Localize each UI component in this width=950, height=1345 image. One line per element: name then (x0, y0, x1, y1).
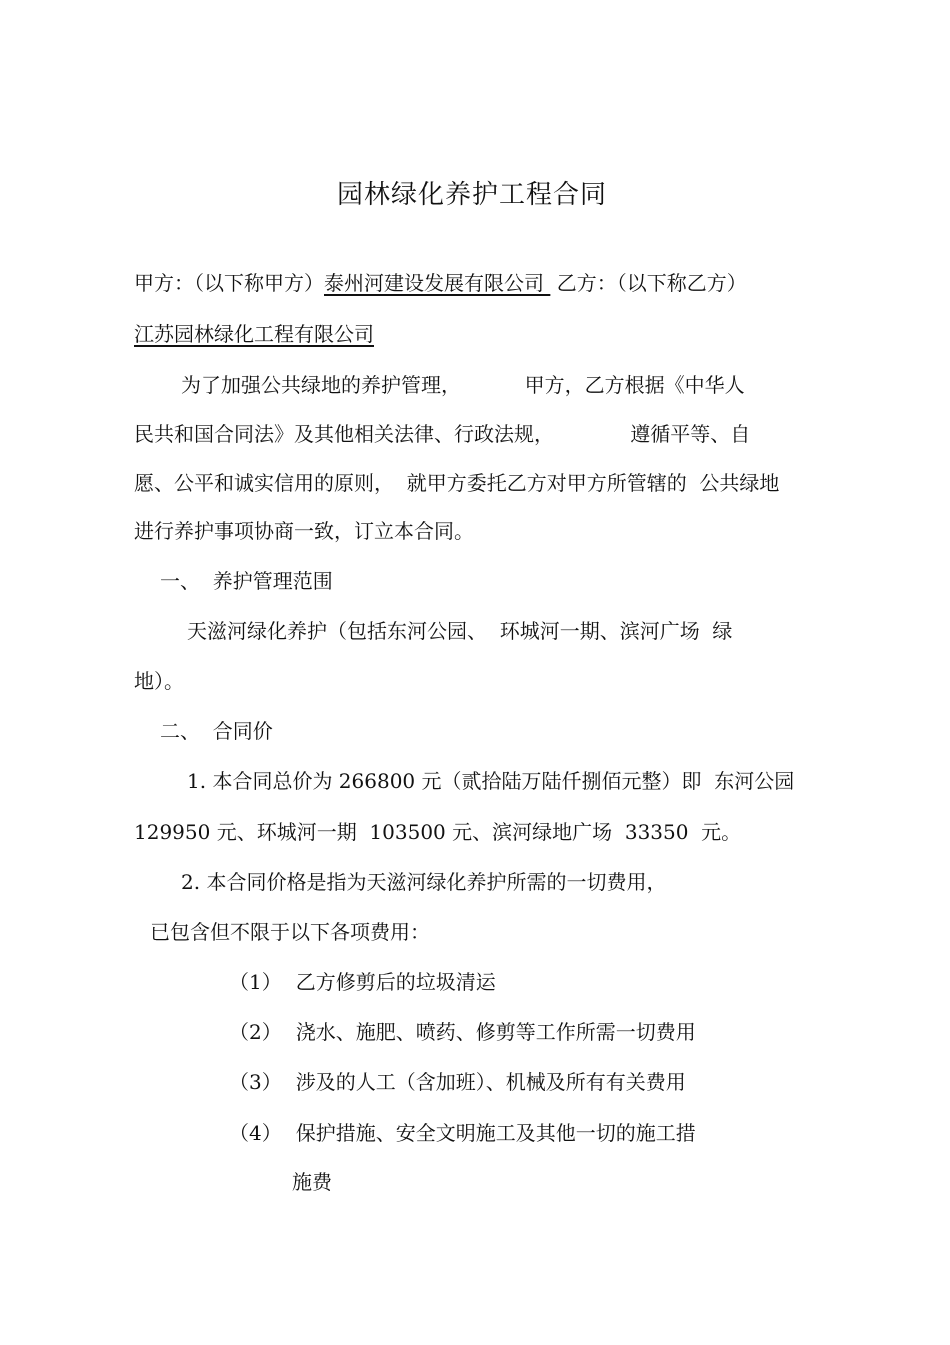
price-item-1: 1. 本合同总价为 266800 元（贰拾陆万陆仟捌佰元整）即 东河公园 (187, 769, 795, 793)
intro-line: 民共和国合同法》及其他相关法律、行政法规， 遵循平等、自 (134, 422, 751, 446)
price-item-1: 129950 元、环城河一期 103500 元、滨河绿地广场 33350 元。 (134, 820, 742, 844)
cost-item-number: （3） (229, 1070, 282, 1094)
intro-line: 愿、公平和诚实信用的原则， 就甲方委托乙方对甲方所管辖的 公共绿地 (134, 471, 780, 495)
party-b-label: 乙方：（以下称乙方） (550, 271, 747, 295)
party-b-name: 江苏园林绿化工程有限公司 (134, 322, 374, 346)
price-item-2: 已包含但不限于以下各项费用： (150, 920, 430, 944)
section-1-heading: 一、 养护管理范围 (160, 569, 333, 593)
section-1-body: 地）。 (134, 669, 184, 693)
cost-item (229, 1120, 696, 1146)
intro-line: 为了加强公共绿地的养护管理， 甲方，乙方根据《中华人 (181, 373, 745, 397)
party-a-name: 泰州河建设发展有限公司 (324, 271, 551, 295)
section-1-body: 天滋河绿化养护（包括东河公园、 环城河一期、滨河广场 绿 (187, 619, 733, 643)
cost-item (229, 1069, 686, 1095)
cost-item-number: （4） (229, 1121, 282, 1145)
cost-item (229, 969, 496, 995)
cost-item-text: 乙方修剪后的垃圾清运 (295, 970, 496, 994)
cost-item-text: 保护措施、安全文明施工及其他一切的施工措 (295, 1121, 696, 1145)
parties-line (134, 270, 747, 296)
section-2-heading: 二、 合同价 (160, 719, 273, 743)
intro-line: 进行养护事项协商一致，订立本合同。 (134, 519, 474, 543)
cost-item-number: （2） (229, 1020, 282, 1044)
cost-item-text: 涉及的人工（含加班）、机械及所有有关费用 (295, 1070, 686, 1094)
cost-item-number: （1） (229, 970, 282, 994)
price-item-2: 2. 本合同价格是指为天滋河绿化养护所需的一切费用， (181, 870, 667, 894)
cost-item-continuation: 施费 (292, 1170, 332, 1194)
cost-item (229, 1019, 696, 1045)
document-title: 园林绿化养护工程合同 (337, 180, 608, 210)
cost-item-text: 浇水、施肥、喷药、修剪等工作所需一切费用 (295, 1020, 696, 1044)
party-a-label: 甲方：（以下称甲方） (134, 271, 324, 295)
